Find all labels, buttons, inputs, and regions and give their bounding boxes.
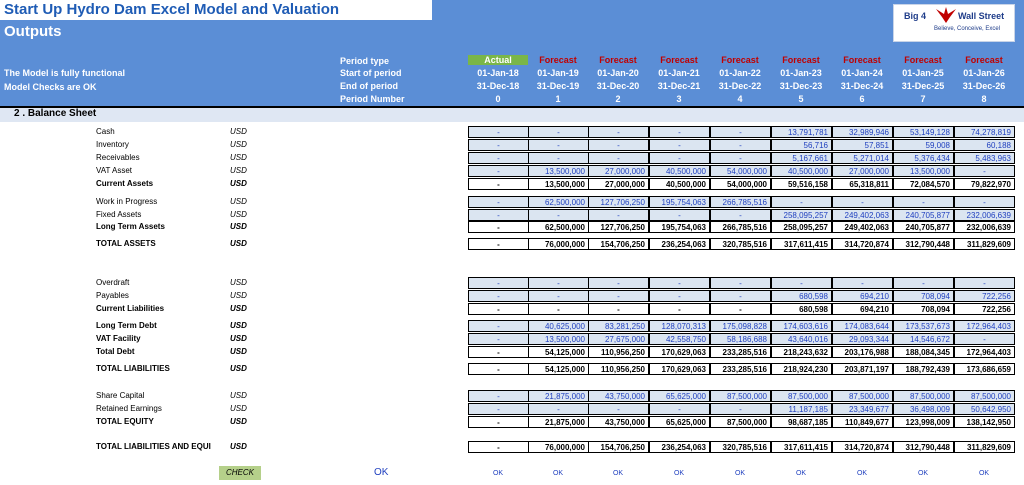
period-num-0: 0 <box>495 94 501 104</box>
period-num-7: 7 <box>920 94 926 104</box>
period-num-8: 8 <box>981 94 987 104</box>
period-start-0: 01-Jan-18 <box>477 68 519 78</box>
table-cell[interactable]: 56,716 <box>771 139 832 151</box>
period-start-1: 01-Jan-19 <box>537 68 579 78</box>
period-end-1: 31-Dec-19 <box>536 81 580 91</box>
table-cell[interactable]: - <box>954 277 1015 289</box>
logo-tagline: Believe, Conceive, Excel <box>934 26 1001 32</box>
table-cell[interactable]: 27,675,000 <box>588 333 649 345</box>
table-cell[interactable]: - <box>771 277 832 289</box>
table-cell[interactable]: - <box>528 139 589 151</box>
period-type-3: Forecast <box>660 55 698 65</box>
table-cell[interactable]: - <box>528 403 589 415</box>
table-cell[interactable]: - <box>468 221 529 233</box>
checks-note: Model Checks are OK <box>4 82 97 92</box>
row-unit: USD <box>230 347 247 356</box>
table-cell[interactable]: 154,706,250 <box>588 238 649 250</box>
table-cell[interactable]: 40,500,000 <box>649 165 710 177</box>
table-cell[interactable]: 54,000,000 <box>710 165 771 177</box>
table-cell[interactable]: - <box>710 139 771 151</box>
table-cell[interactable]: 27,000,000 <box>832 165 893 177</box>
row-unit: USD <box>230 210 247 219</box>
row-unit: USD <box>230 404 247 413</box>
table-cell[interactable]: - <box>468 277 529 289</box>
table-cell[interactable]: - <box>710 403 771 415</box>
period-type-7: Forecast <box>904 55 942 65</box>
period-type-6: Forecast <box>843 55 881 65</box>
table-cell[interactable]: 138,142,950 <box>954 416 1015 428</box>
table-cell[interactable]: 236,254,063 <box>649 441 710 453</box>
table-cell[interactable]: - <box>893 196 954 208</box>
table-cell[interactable]: 43,750,000 <box>588 416 649 428</box>
table-cell[interactable]: 14,546,672 <box>893 333 954 345</box>
row-label: Current Assets <box>96 179 154 188</box>
table-cell[interactable]: 680,598 <box>771 303 832 315</box>
row-label: Overdraft <box>96 278 130 287</box>
table-cell[interactable]: - <box>710 152 771 164</box>
row-unit: USD <box>230 364 247 373</box>
table-cell[interactable]: 53,149,128 <box>893 126 954 138</box>
table-cell[interactable]: 72,084,570 <box>893 178 954 190</box>
row-unit: USD <box>230 278 247 287</box>
table-cell[interactable]: 249,402,063 <box>832 209 893 221</box>
table-cell[interactable]: 708,094 <box>893 303 954 315</box>
table-cell[interactable]: 23,349,677 <box>832 403 893 415</box>
table-cell[interactable]: 59,008 <box>893 139 954 151</box>
table-cell[interactable]: 236,254,063 <box>649 238 710 250</box>
table-cell[interactable]: - <box>468 165 529 177</box>
table-cell[interactable]: - <box>468 238 529 250</box>
table-cell[interactable]: - <box>649 290 710 302</box>
table-cell[interactable]: 40,500,000 <box>771 165 832 177</box>
period-end-7: 31-Dec-25 <box>901 81 945 91</box>
table-cell[interactable]: 43,750,000 <box>588 390 649 402</box>
table-cell[interactable]: 110,956,250 <box>588 363 649 375</box>
table-cell[interactable]: 722,256 <box>954 290 1015 302</box>
table-cell[interactable]: 172,964,403 <box>954 346 1015 358</box>
table-cell[interactable]: - <box>710 303 771 315</box>
row-unit: USD <box>230 442 247 451</box>
row-label: Payables <box>96 291 129 300</box>
page-title: Start Up Hydro Dam Excel Model and Valuation <box>4 1 340 18</box>
table-cell[interactable]: 174,083,644 <box>832 320 893 332</box>
table-cell[interactable]: - <box>468 346 529 358</box>
table-cell[interactable]: 40,500,000 <box>649 178 710 190</box>
check-ok-cell: OK <box>856 470 868 477</box>
table-cell[interactable]: 59,516,158 <box>771 178 832 190</box>
table-cell[interactable]: - <box>954 196 1015 208</box>
row-unit: USD <box>230 391 247 400</box>
table-cell[interactable]: 127,706,250 <box>588 221 649 233</box>
table-cell[interactable]: 172,964,403 <box>954 320 1015 332</box>
table-cell[interactable]: 98,687,185 <box>771 416 832 428</box>
period-num-3: 3 <box>676 94 682 104</box>
row-unit: USD <box>230 166 247 175</box>
row-unit: USD <box>230 140 247 149</box>
row-label: VAT Asset <box>96 166 133 175</box>
table-cell[interactable]: - <box>954 333 1015 345</box>
check-ok-cell: OK <box>795 470 807 477</box>
table-cell[interactable]: 76,000,000 <box>528 441 589 453</box>
check-ok-cell: OK <box>917 470 929 477</box>
row-label: TOTAL EQUITY <box>96 417 154 426</box>
period-end-5: 31-Dec-23 <box>779 81 823 91</box>
check-status-ok: OK <box>374 467 389 478</box>
check-button[interactable]: CHECK <box>219 466 261 480</box>
table-cell[interactable]: 5,376,434 <box>893 152 954 164</box>
period-start-7: 01-Jan-25 <box>902 68 944 78</box>
table-cell[interactable]: - <box>649 152 710 164</box>
table-cell[interactable]: - <box>468 209 529 221</box>
period-type-8: Forecast <box>965 55 1003 65</box>
table-cell[interactable]: - <box>468 126 529 138</box>
table-cell[interactable]: - <box>468 363 529 375</box>
table-cell[interactable]: - <box>528 209 589 221</box>
table-cell[interactable]: 311,829,609 <box>954 441 1015 453</box>
row-unit: USD <box>230 197 247 206</box>
table-cell[interactable]: 110,956,250 <box>588 346 649 358</box>
table-cell[interactable]: 258,095,257 <box>771 209 832 221</box>
table-cell[interactable]: - <box>588 139 649 151</box>
table-cell[interactable]: - <box>468 196 529 208</box>
table-cell[interactable]: 249,402,063 <box>832 221 893 233</box>
row-unit: USD <box>230 291 247 300</box>
table-cell[interactable]: 317,611,415 <box>771 238 832 250</box>
table-cell[interactable]: - <box>710 277 771 289</box>
check-ok-cell: OK <box>612 470 624 477</box>
row-unit: USD <box>230 179 247 188</box>
row-label: TOTAL LIABILITIES <box>96 364 170 373</box>
row-label: Retained Earnings <box>96 404 162 413</box>
table-cell[interactable]: - <box>588 209 649 221</box>
table-cell[interactable]: 5,167,661 <box>771 152 832 164</box>
table-cell[interactable]: 123,998,009 <box>893 416 954 428</box>
table-cell[interactable]: 21,875,000 <box>528 416 589 428</box>
period-end-3: 31-Dec-21 <box>657 81 701 91</box>
table-cell[interactable]: 314,720,874 <box>832 238 893 250</box>
table-cell[interactable]: - <box>649 139 710 151</box>
table-cell[interactable]: - <box>954 165 1015 177</box>
row-label: Fixed Assets <box>96 210 142 219</box>
period-start-2: 01-Jan-20 <box>597 68 639 78</box>
row-label: TOTAL ASSETS <box>96 239 156 248</box>
period-start-8: 01-Jan-26 <box>963 68 1005 78</box>
table-cell[interactable]: 240,705,877 <box>893 209 954 221</box>
row-unit: USD <box>230 304 247 313</box>
row-label: TOTAL LIABILITIES AND EQUI <box>96 442 211 451</box>
table-cell[interactable]: - <box>468 178 529 190</box>
table-cell[interactable]: 203,871,197 <box>832 363 893 375</box>
table-cell[interactable]: 127,706,250 <box>588 196 649 208</box>
table-cell[interactable]: - <box>832 196 893 208</box>
row-unit: USD <box>230 417 247 426</box>
table-cell[interactable]: - <box>710 209 771 221</box>
table-cell[interactable]: 154,706,250 <box>588 441 649 453</box>
check-ok-cell: OK <box>673 470 685 477</box>
table-cell[interactable]: 188,084,345 <box>893 346 954 358</box>
table-cell[interactable]: 233,285,516 <box>710 346 771 358</box>
row-label: Inventory <box>96 140 129 149</box>
table-cell[interactable]: - <box>528 152 589 164</box>
table-cell[interactable]: 27,000,000 <box>588 178 649 190</box>
table-cell[interactable]: 21,875,000 <box>528 390 589 402</box>
table-cell[interactable]: 27,000,000 <box>588 165 649 177</box>
table-cell[interactable]: 195,754,063 <box>649 221 710 233</box>
table-cell[interactable]: 79,822,970 <box>954 178 1015 190</box>
period-start-4: 01-Jan-22 <box>719 68 761 78</box>
table-cell[interactable]: 40,625,000 <box>528 320 589 332</box>
period-type-4: Forecast <box>721 55 759 65</box>
section-title: 2 . Balance Sheet <box>14 108 97 119</box>
table-cell[interactable]: 175,098,828 <box>710 320 771 332</box>
row-label: Long Term Assets <box>96 222 165 231</box>
table-cell[interactable]: 5,271,014 <box>832 152 893 164</box>
period-end-4: 31-Dec-22 <box>718 81 762 91</box>
table-cell[interactable]: - <box>649 277 710 289</box>
table-cell[interactable]: 680,598 <box>771 290 832 302</box>
table-cell[interactable]: 58,186,688 <box>710 333 771 345</box>
table-cell[interactable]: - <box>710 126 771 138</box>
check-ok-cell: OK <box>734 470 746 477</box>
table-cell[interactable]: - <box>893 277 954 289</box>
table-cell[interactable]: 694,210 <box>832 290 893 302</box>
table-cell[interactable]: - <box>588 126 649 138</box>
period-end-6: 31-Dec-24 <box>840 81 884 91</box>
table-cell[interactable]: 320,785,516 <box>710 441 771 453</box>
table-cell[interactable]: 232,006,639 <box>954 209 1015 221</box>
period-start-3: 01-Jan-21 <box>658 68 700 78</box>
table-cell[interactable]: 87,500,000 <box>710 416 771 428</box>
table-cell[interactable]: 62,500,000 <box>528 196 589 208</box>
table-cell[interactable]: - <box>588 152 649 164</box>
table-cell[interactable]: 320,785,516 <box>710 238 771 250</box>
table-cell[interactable]: 110,849,677 <box>832 416 893 428</box>
table-cell[interactable]: 83,281,250 <box>588 320 649 332</box>
row-label: Current Liabilities <box>96 304 165 313</box>
table-cell[interactable]: 311,829,609 <box>954 238 1015 250</box>
table-cell[interactable]: 694,210 <box>832 303 893 315</box>
table-cell[interactable]: 87,500,000 <box>954 390 1015 402</box>
table-cell[interactable]: 13,500,000 <box>893 165 954 177</box>
table-cell[interactable]: - <box>468 320 529 332</box>
table-cell[interactable]: 312,790,448 <box>893 441 954 453</box>
table-cell[interactable]: 203,176,988 <box>832 346 893 358</box>
table-cell[interactable]: 258,095,257 <box>771 221 832 233</box>
page-subtitle: Outputs <box>4 23 62 40</box>
table-cell[interactable]: 13,500,000 <box>528 165 589 177</box>
period-start-5: 01-Jan-23 <box>780 68 822 78</box>
table-cell[interactable]: 65,318,811 <box>832 178 893 190</box>
table-cell[interactable]: - <box>468 152 529 164</box>
table-cell[interactable]: 36,498,009 <box>893 403 954 415</box>
label-start-of-period: Start of period <box>340 68 402 78</box>
table-cell[interactable]: 87,500,000 <box>832 390 893 402</box>
table-cell[interactable]: - <box>649 403 710 415</box>
table-cell[interactable]: - <box>588 303 649 315</box>
table-cell[interactable]: 29,093,344 <box>832 333 893 345</box>
table-cell[interactable]: - <box>649 209 710 221</box>
row-label: Work in Progress <box>96 197 158 206</box>
eagle-icon <box>934 5 958 25</box>
period-end-0: 31-Dec-18 <box>476 81 520 91</box>
table-cell[interactable]: 87,500,000 <box>893 390 954 402</box>
table-cell[interactable]: 195,754,063 <box>649 196 710 208</box>
row-unit: USD <box>230 153 247 162</box>
table-cell[interactable]: 76,000,000 <box>528 238 589 250</box>
table-cell[interactable]: - <box>468 333 529 345</box>
table-cell[interactable]: 174,603,616 <box>771 320 832 332</box>
table-cell[interactable]: 266,785,516 <box>710 196 771 208</box>
table-cell[interactable]: 188,792,439 <box>893 363 954 375</box>
table-cell[interactable]: - <box>528 290 589 302</box>
table-cell[interactable]: 173,537,673 <box>893 320 954 332</box>
row-label: Long Term Debt <box>96 321 157 330</box>
table-cell[interactable]: 233,285,516 <box>710 363 771 375</box>
table-cell[interactable]: 13,500,000 <box>528 333 589 345</box>
row-unit: USD <box>230 334 247 343</box>
table-cell[interactable]: 11,187,185 <box>771 403 832 415</box>
row-label: Receivables <box>96 153 140 162</box>
table-cell[interactable]: 170,629,063 <box>649 346 710 358</box>
table-cell[interactable]: - <box>468 290 529 302</box>
table-cell[interactable]: 62,500,000 <box>528 221 589 233</box>
table-cell[interactable]: 32,989,946 <box>832 126 893 138</box>
table-cell[interactable]: 43,640,016 <box>771 333 832 345</box>
period-num-5: 5 <box>798 94 804 104</box>
table-cell[interactable]: 74,278,819 <box>954 126 1015 138</box>
section-bar <box>0 106 1024 122</box>
period-start-6: 01-Jan-24 <box>841 68 883 78</box>
table-cell[interactable]: - <box>588 290 649 302</box>
table-cell[interactable]: 54,125,000 <box>528 346 589 358</box>
table-cell[interactable]: - <box>528 277 589 289</box>
row-label: VAT Facility <box>96 334 141 343</box>
period-type-5: Forecast <box>782 55 820 65</box>
table-cell[interactable]: - <box>649 303 710 315</box>
table-cell[interactable]: 173,686,659 <box>954 363 1015 375</box>
period-num-2: 2 <box>615 94 621 104</box>
table-cell[interactable]: - <box>649 126 710 138</box>
row-unit: USD <box>230 222 247 231</box>
table-cell[interactable]: 87,500,000 <box>710 390 771 402</box>
period-end-8: 31-Dec-26 <box>962 81 1006 91</box>
table-cell[interactable]: - <box>528 303 589 315</box>
period-end-2: 31-Dec-20 <box>596 81 640 91</box>
logo-text-right: Wall Street <box>958 11 1005 21</box>
table-cell[interactable]: 65,625,000 <box>649 416 710 428</box>
table-cell[interactable]: - <box>528 126 589 138</box>
table-cell[interactable]: - <box>771 196 832 208</box>
row-unit: USD <box>230 127 247 136</box>
row-label: Total Debt <box>96 347 135 356</box>
table-cell[interactable]: - <box>468 303 529 315</box>
label-end-of-period: End of period <box>340 81 398 91</box>
table-cell[interactable]: - <box>710 290 771 302</box>
check-ok-cell: OK <box>978 470 990 477</box>
table-cell[interactable]: 54,000,000 <box>710 178 771 190</box>
table-cell[interactable]: 266,785,516 <box>710 221 771 233</box>
table-cell[interactable]: - <box>468 403 529 415</box>
table-cell[interactable]: 54,125,000 <box>528 363 589 375</box>
table-cell[interactable]: - <box>468 441 529 453</box>
table-cell[interactable]: 312,790,448 <box>893 238 954 250</box>
period-num-1: 1 <box>555 94 561 104</box>
table-cell[interactable]: 5,483,963 <box>954 152 1015 164</box>
label-period-type: Period type <box>340 56 390 66</box>
label-period-number: Period Number <box>340 94 405 104</box>
check-ok-cell: OK <box>552 470 564 477</box>
table-cell[interactable]: - <box>832 277 893 289</box>
table-cell[interactable]: 128,070,313 <box>649 320 710 332</box>
table-cell[interactable]: 708,094 <box>893 290 954 302</box>
table-cell[interactable]: 60,188 <box>954 139 1015 151</box>
period-num-6: 6 <box>859 94 865 104</box>
table-cell[interactable]: 240,705,877 <box>893 221 954 233</box>
table-cell[interactable]: - <box>468 390 529 402</box>
table-cell[interactable]: - <box>588 403 649 415</box>
row-unit: USD <box>230 239 247 248</box>
table-cell[interactable]: 42,558,750 <box>649 333 710 345</box>
table-cell[interactable]: - <box>468 139 529 151</box>
table-cell[interactable]: 50,642,950 <box>954 403 1015 415</box>
table-cell[interactable]: 170,629,063 <box>649 363 710 375</box>
table-cell[interactable]: - <box>588 277 649 289</box>
table-cell[interactable]: 87,500,000 <box>771 390 832 402</box>
table-cell[interactable]: 722,256 <box>954 303 1015 315</box>
table-cell[interactable]: 317,611,415 <box>771 441 832 453</box>
check-ok-cell: OK <box>492 470 504 477</box>
row-label: Cash <box>96 127 115 136</box>
row-unit: USD <box>230 321 247 330</box>
table-cell[interactable]: 13,791,781 <box>771 126 832 138</box>
table-cell[interactable]: 314,720,874 <box>832 441 893 453</box>
table-cell[interactable]: 57,851 <box>832 139 893 151</box>
table-cell[interactable]: 65,625,000 <box>649 390 710 402</box>
row-label: Share Capital <box>96 391 145 400</box>
period-type-1: Forecast <box>539 55 577 65</box>
functional-note: The Model is fully functional <box>4 68 126 78</box>
period-type-0: Actual <box>468 55 528 65</box>
period-num-4: 4 <box>737 94 743 104</box>
company-logo <box>893 4 1015 42</box>
table-cell[interactable]: 218,924,230 <box>771 363 832 375</box>
period-type-2: Forecast <box>599 55 637 65</box>
table-cell[interactable]: - <box>468 416 529 428</box>
table-cell[interactable]: 218,243,632 <box>771 346 832 358</box>
table-cell[interactable]: 232,006,639 <box>954 221 1015 233</box>
logo-text-left: Big 4 <box>904 11 927 21</box>
table-cell[interactable]: 13,500,000 <box>528 178 589 190</box>
